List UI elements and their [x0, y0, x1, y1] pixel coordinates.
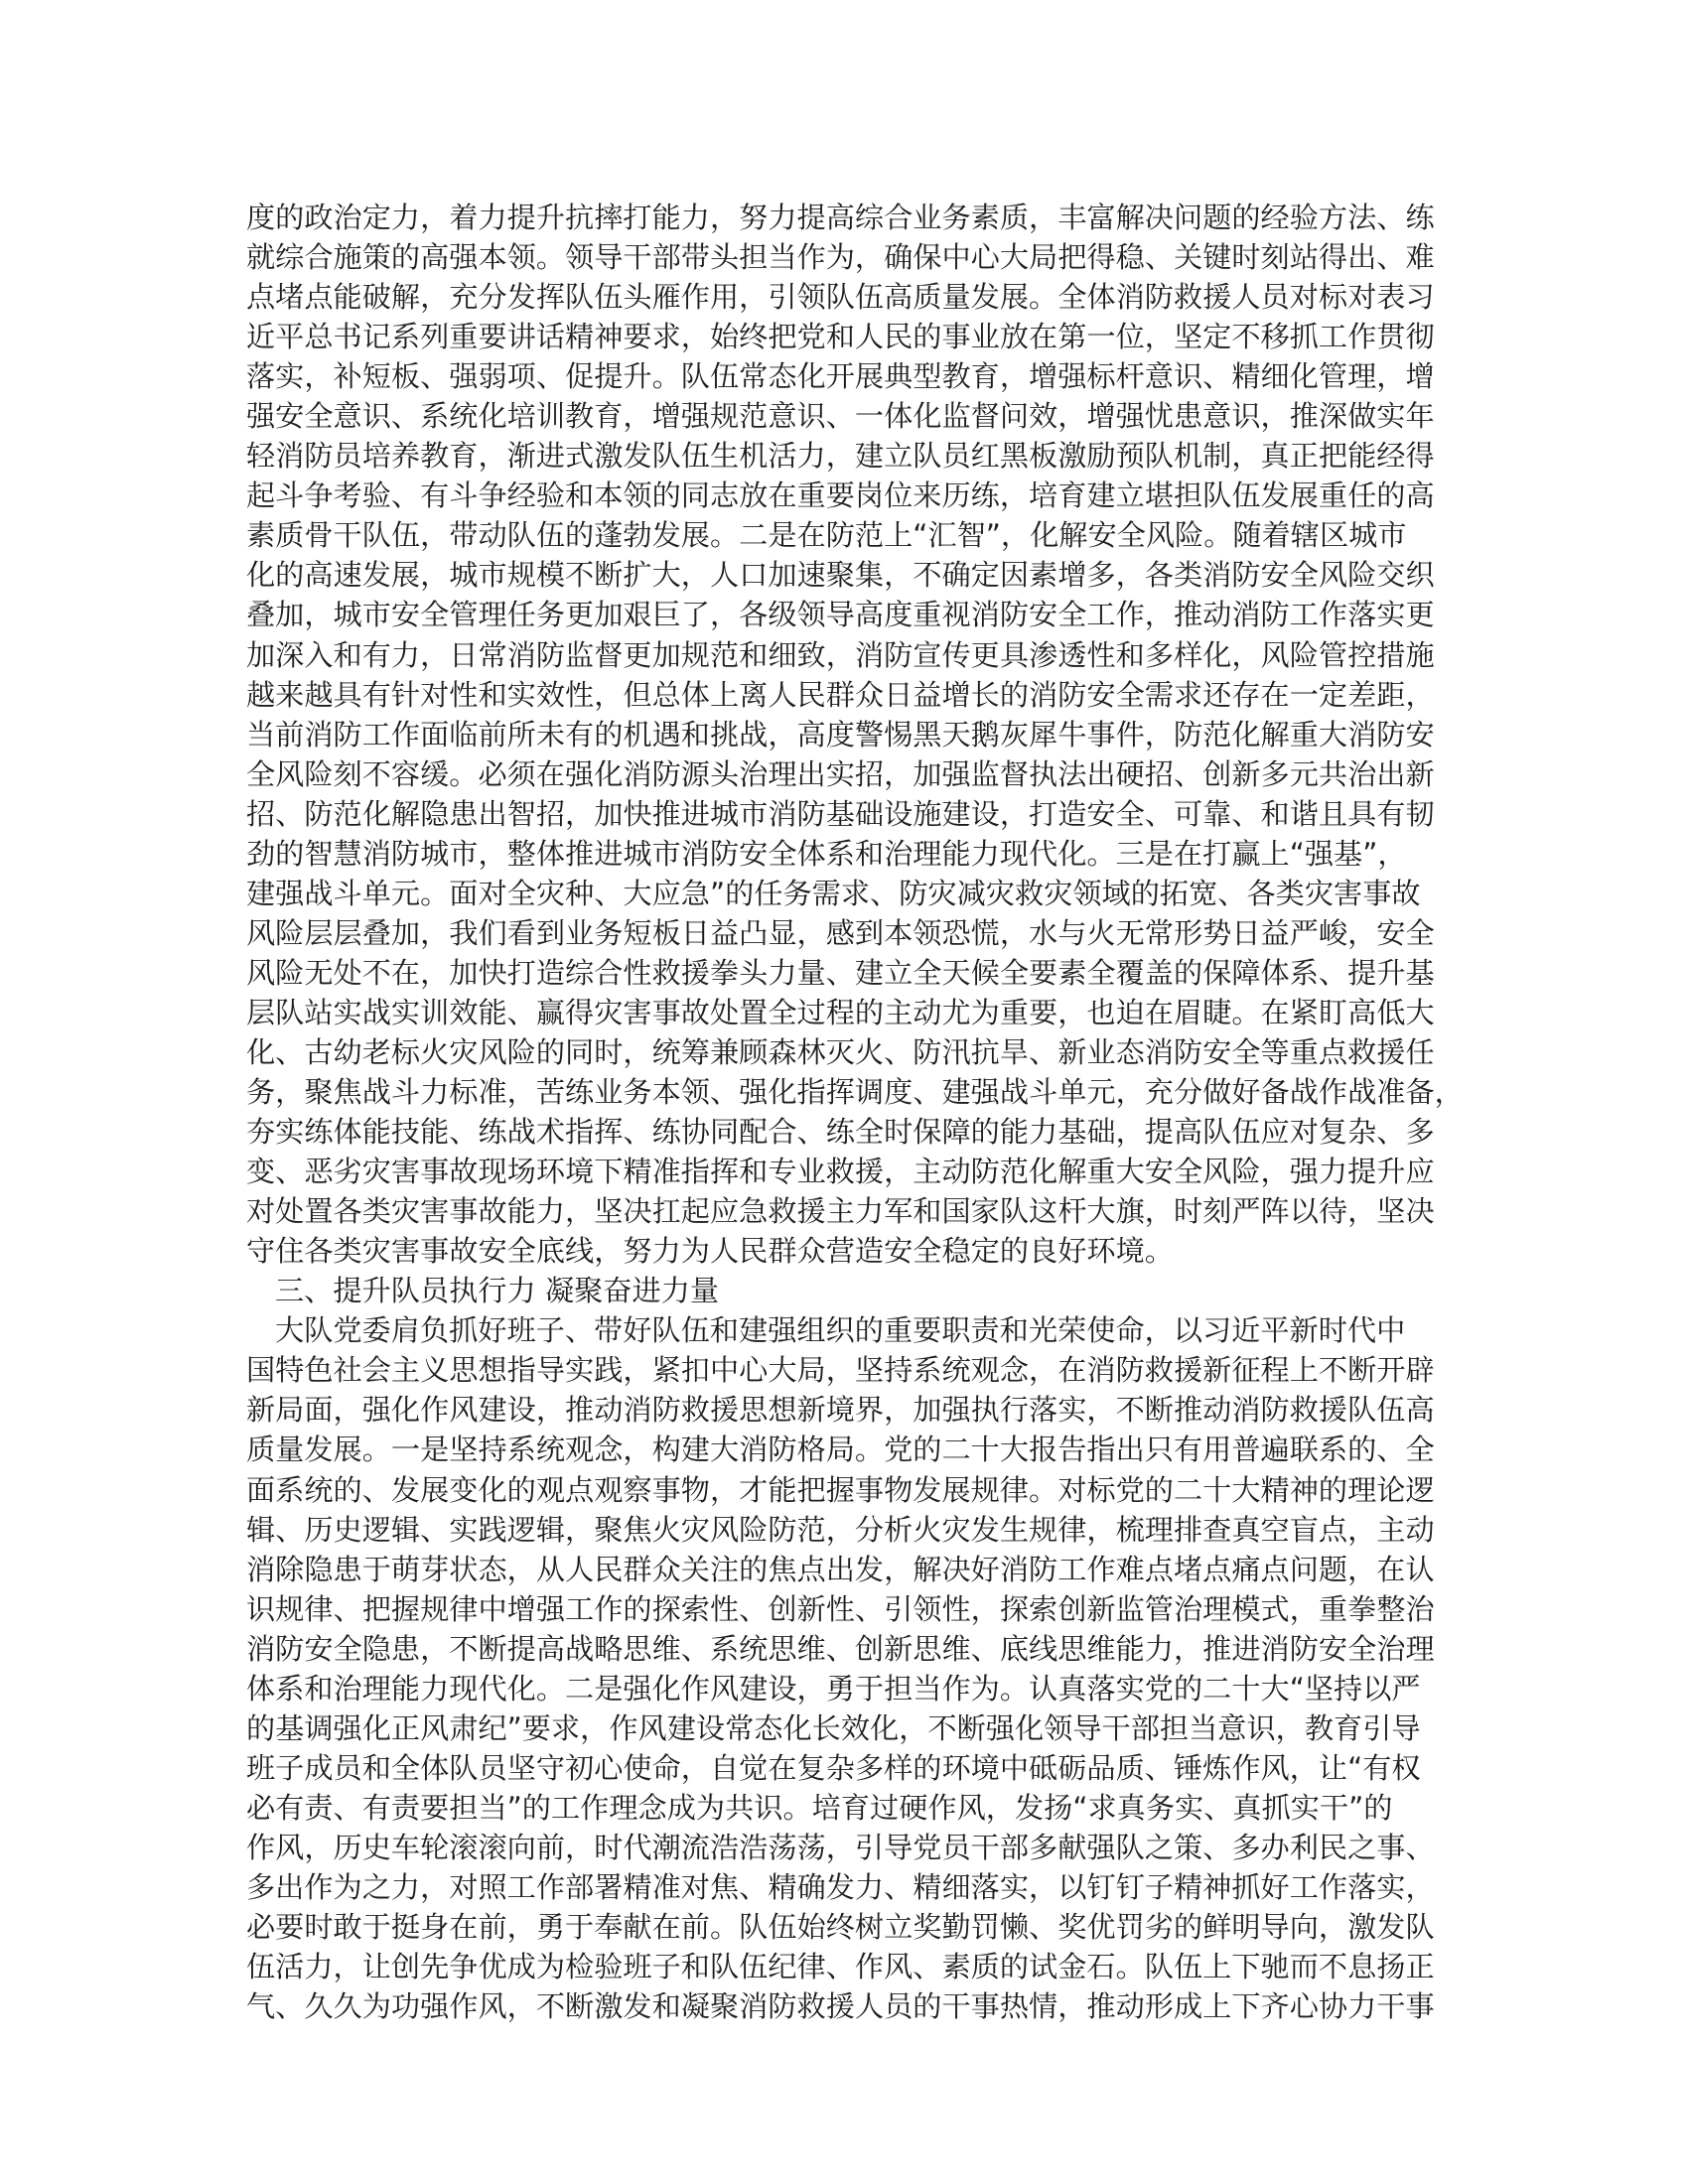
text-line: 当前消防工作面临前所未有的机遇和挑战，高度警惕黑天鹅灰犀牛事件，防范化解重大消防安: [246, 717, 1435, 751]
text-line: 班子成员和全体队员坚守初心使命，自觉在复杂多样的环境中砥砺品质、锤炼作风，让“有权: [246, 1750, 1421, 1785]
text-line: 面系统的、发展变化的观点观察事物，才能把握事物发展规律。对标党的二十大精神的理论逻: [246, 1472, 1435, 1507]
text-line: 消除隐患于萌芽状态，从人民群众关注的焦点出发，解决好消防工作难点堵点痛点问题，在认: [246, 1552, 1435, 1586]
body-text: [246, 198, 1464, 2026]
text-line: 多出作为之力，对照工作部署精准对焦、精确发力、精细落实，以钉钉子精神抓好工作落实，: [246, 1869, 1435, 1904]
text-line: 近平总书记系列重要讲话精神要求，始终把党和人民的事业放在第一位，坚定不移抓工作贯彻: [246, 320, 1435, 354]
text-line: 新局面，强化作风建设，推动消防救援思想新境界，加强执行落实，不断推动消防救援队伍高: [246, 1393, 1435, 1428]
text-line: 全风险刻不容缓。必须在强化消防源头治理出实招，加强监督执法出硬招、创新多元共治出新: [246, 756, 1435, 791]
text-line: 风险无处不在，加快打造综合性救援拳头力量、建立全天候全要素全覆盖的保障体系、提升基: [246, 955, 1435, 990]
text-line: 就综合施策的高强本领。领导干部带头担当作为，确保中心大局把得稳、关键时刻站得出、难: [246, 240, 1435, 275]
text-line: 层队站实战实训效能、赢得灾害事故处置全过程的主动尤为重要，也迫在眉睫。在紧盯高低大: [246, 995, 1435, 1029]
text-line: 招、防范化解隐患出智招，加快推进城市消防基础设施建设，打造安全、可靠、和谐且具有韧: [246, 796, 1435, 831]
text-line: 大队党委肩负抓好班子、带好队伍和建强组织的重要职责和光荣使命，以习近平新时代中: [275, 1313, 1406, 1348]
text-line: 度的政治定力，着力提升抗摔打能力，努力提高综合业务素质，丰富解决问题的经验方法、练: [246, 201, 1435, 234]
text-line: 落实，补短板、强弱项、促提升。队伍常态化开展典型教育，增强标杆意识、精细化管理，增: [246, 359, 1435, 394]
text-line: 作风，历史车轮滚滚向前，时代潮流浩浩荡荡，引导党员干部多献强队之策、多办利民之事、: [246, 1830, 1435, 1864]
text-line: 质量发展。一是坚持系统观念，构建大消防格局。党的二十大报告指出只有用普遍联系的、全: [246, 1433, 1435, 1467]
text-line: 气、久久为功强作风，不断激发和凝聚消防救援人员的干事热情，推动形成上下齐心协力干事: [246, 1989, 1435, 2024]
text-line: 素质骨干队伍，带动队伍的蓬勃发展。二是在防范上“汇智”，化解安全风险。随着辖区城市: [246, 518, 1407, 553]
text-line: 消防安全隐患，不断提高战略思维、系统思维、创新思维、底线思维能力，推进消防安全治理: [246, 1631, 1435, 1666]
text-line: 风险层层叠加，我们看到业务短板日益凸显，感到本领恐慌，水与火无常形势日益严峻，安全: [246, 915, 1435, 950]
text-line: 识规律、把握规律中增强工作的探索性、创新性、引领性，探索创新监管治理模式，重拳整治: [246, 1591, 1435, 1626]
text-line: 劲的智慧消防城市，整体推进城市消防安全体系和治理能力现代化。三是在打赢上“强基”，: [246, 836, 1407, 871]
text-line: 必要时敢于挺身在前，勇于奉献在前。队伍始终树立奖勤罚懒、奖优罚劣的鲜明导向，激发队: [246, 1910, 1435, 1945]
text-line: 化、古幼老标火灾风险的同时，统筹兼顾森林灭火、防汛抗旱、新业态消防安全等重点救援任: [246, 1034, 1435, 1069]
text-line: 国特色社会主义思想指导实践，紧扣中心大局，坚持系统观念，在消防救援新征程上不断开辟: [246, 1353, 1435, 1388]
text-line: 守住各类灾害事故安全底线，努力为人民群众营造安全稳定的良好环境。: [246, 1234, 1174, 1269]
text-line: 伍活力，让创先争优成为检验班子和队伍纪律、作风、素质的试金石。队伍上下驰而不息扬正: [246, 1950, 1435, 1984]
text-line: 务，聚焦战斗力标准，苦练业务本领、强化指挥调度、建强战斗单元，充分做好备战作战准备，: [246, 1075, 1464, 1110]
text-line: 起斗争考验、有斗争经验和本领的同志放在重要岗位来历练，培育建立堪担队伍发展重任的高: [246, 478, 1435, 513]
text-line: 体系和治理能力现代化。二是强化作风建设，勇于担当作为。认真落实党的二十大“坚持以严: [246, 1671, 1421, 1706]
text-line: 夯实练体能技能、练战术指挥、练协同配合、练全时保障的能力基础，提高队伍应对复杂、多: [246, 1115, 1435, 1150]
text-line: 的基调强化正风肃纪”要求，作风建设常态化长效化，不断强化领导干部担当意识，教育引导: [246, 1710, 1421, 1745]
text-line: 点堵点能破解，充分发挥队伍头雁作用，引领队伍高质量发展。全体消防救援人员对标对表习: [246, 280, 1435, 315]
text-line: 轻消防员培养教育，渐进式激发队伍生机活力，建立队员红黑板激励预队机制，真正把能经得: [246, 439, 1435, 474]
text-line: 必有责、有责要担当”的工作理念成为共识。培育过硬作风，发扬“求真务实、真抓实干”的: [246, 1790, 1393, 1825]
text-line: 建强战斗单元。面对全灾种、大应急”的任务需求、防灾减灾救灾领域的拓宽、各类灾害事故: [246, 876, 1421, 910]
section-heading: 三、提升队员执行力 凝聚奋进力量: [275, 1274, 720, 1308]
text-line: 辑、历史逻辑、实践逻辑，聚焦火灾风险防范，分析火灾发生规律，梳理排查真空盲点，主动: [246, 1512, 1435, 1547]
text-line: 化的高速发展，城市规模不断扩大，人口加速聚集，不确定因素增多，各类消防安全风险交织: [246, 558, 1435, 593]
text-line: 对处置各类灾害事故能力，坚决扛起应急救援主力军和国家队这杆大旗，时刻严阵以待，坚决: [246, 1194, 1435, 1229]
text-line: 越来越具有针对性和实效性，但总体上离人民群众日益增长的消防安全需求还存在一定差距，: [246, 677, 1435, 712]
text-line: 变、恶劣灾害事故现场环境下精准指挥和专业救援，主动防范化解重大安全风险，强力提升应: [246, 1155, 1435, 1189]
text-line: 加深入和有力，日常消防监督更加规范和细致，消防宣传更具渗透性和多样化，风险管控措施: [246, 637, 1435, 672]
text-line: 强安全意识、系统化培训教育，增强规范意识、一体化监督问效，增强忧患意识，推深做实年: [246, 399, 1435, 434]
text-line: 叠加，城市安全管理任务更加艰巨了，各级领导高度重视消防安全工作，推动消防工作落实更: [246, 598, 1435, 632]
